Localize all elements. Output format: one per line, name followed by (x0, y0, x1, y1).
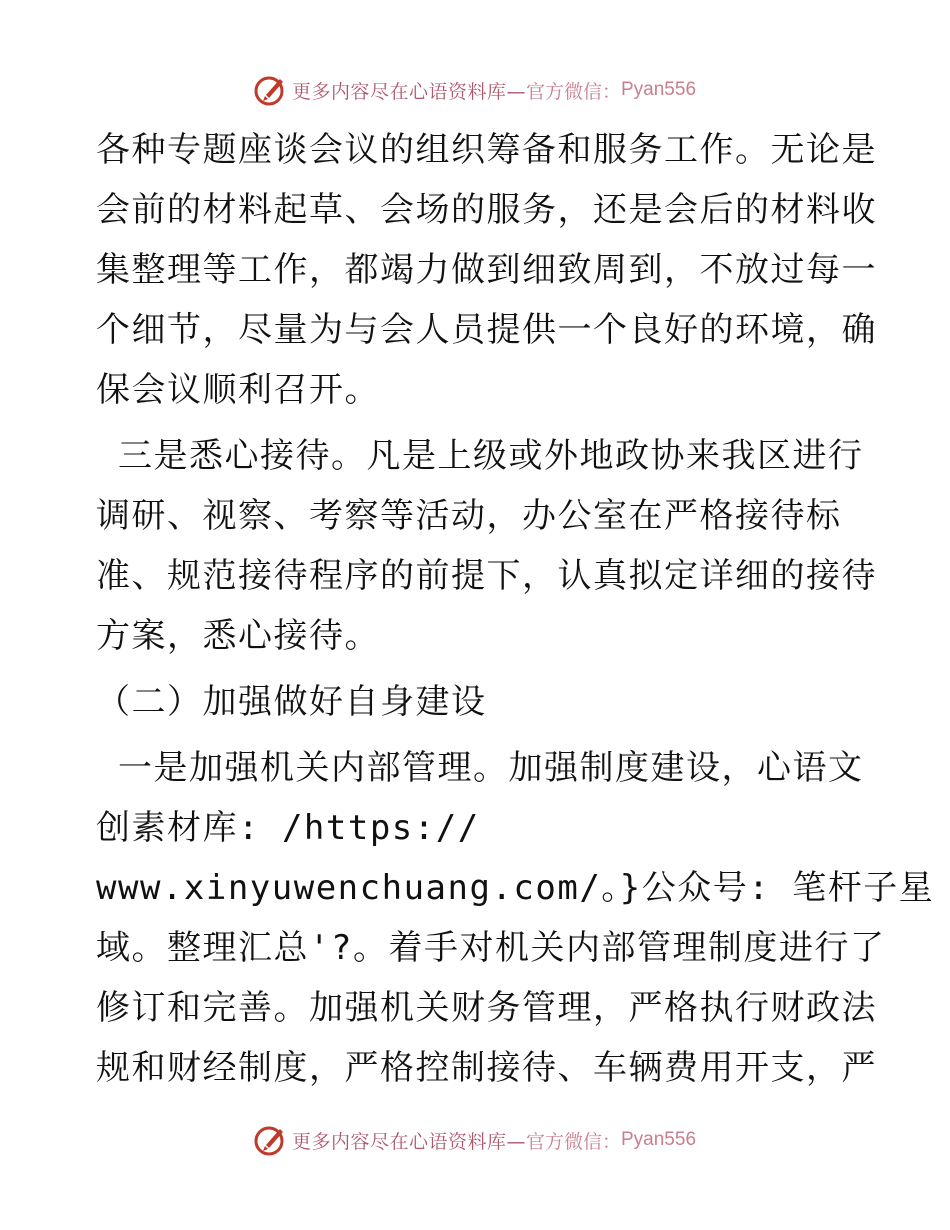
text-line: 创素材库: /https:// (96, 808, 480, 848)
text-line: 域。整理汇总'?。着手对机关内部管理制度进行了 (96, 928, 886, 968)
text-line: 个细节，尽量为与会人员提供一个良好的环境，确 (96, 310, 877, 350)
text-line: 方案，悉心接待。 (96, 616, 380, 656)
banner-wechat-id: Pyan556 (621, 79, 697, 100)
banner-wechat-label: 官方微信： (525, 80, 621, 103)
logo-icon (254, 73, 288, 107)
text-line: 保会议顺利召开。 (96, 370, 380, 410)
text-line: 调研、视察、考察等活动，办公室在严格接待标 (96, 496, 842, 536)
text-line: 三是悉心接待。凡是上级或外地政协来我区进行 (96, 436, 864, 476)
text-line: 会前的材料起草、会场的服务，还是会后的材料收 (96, 190, 877, 230)
banner-site-text: 更多内容尽在心语资料库— (291, 80, 526, 103)
text-line: 各种专题座谈会议的组织筹备和服务工作。无论是 (96, 130, 877, 170)
paragraph (96, 738, 935, 1098)
paragraph (96, 120, 877, 420)
text-line: 准、规范接待程序的前提下，认真拟定详细的接待 (96, 556, 877, 596)
banner-wechat-id: Pyan556 (621, 1129, 697, 1150)
footer-banner (0, 1122, 950, 1158)
text-line: 修订和完善。加强机关财务管理，严格执行财政法 (96, 988, 877, 1028)
banner-wechat-label: 官方微信： (525, 1130, 621, 1153)
paragraph (96, 672, 856, 732)
text-line: 集整理等工作，都竭力做到细致周到，不放过每一 (96, 250, 877, 290)
header-banner (0, 72, 950, 108)
text-line: www.xinyuwenchuang.com/。}公众号: 笔杆子星 (96, 868, 935, 908)
text-line: 一是加强机关内部管理。加强制度建设，心语文 (96, 748, 864, 788)
paragraph (96, 426, 877, 666)
document-body (96, 120, 935, 1098)
logo-icon (254, 1123, 288, 1157)
text-line: （二）加强做好自身建设 (96, 682, 487, 722)
banner-site-text: 更多内容尽在心语资料库— (291, 1130, 526, 1153)
text-line: 规和财经制度，严格控制接待、车辆费用开支，严 (96, 1048, 877, 1088)
